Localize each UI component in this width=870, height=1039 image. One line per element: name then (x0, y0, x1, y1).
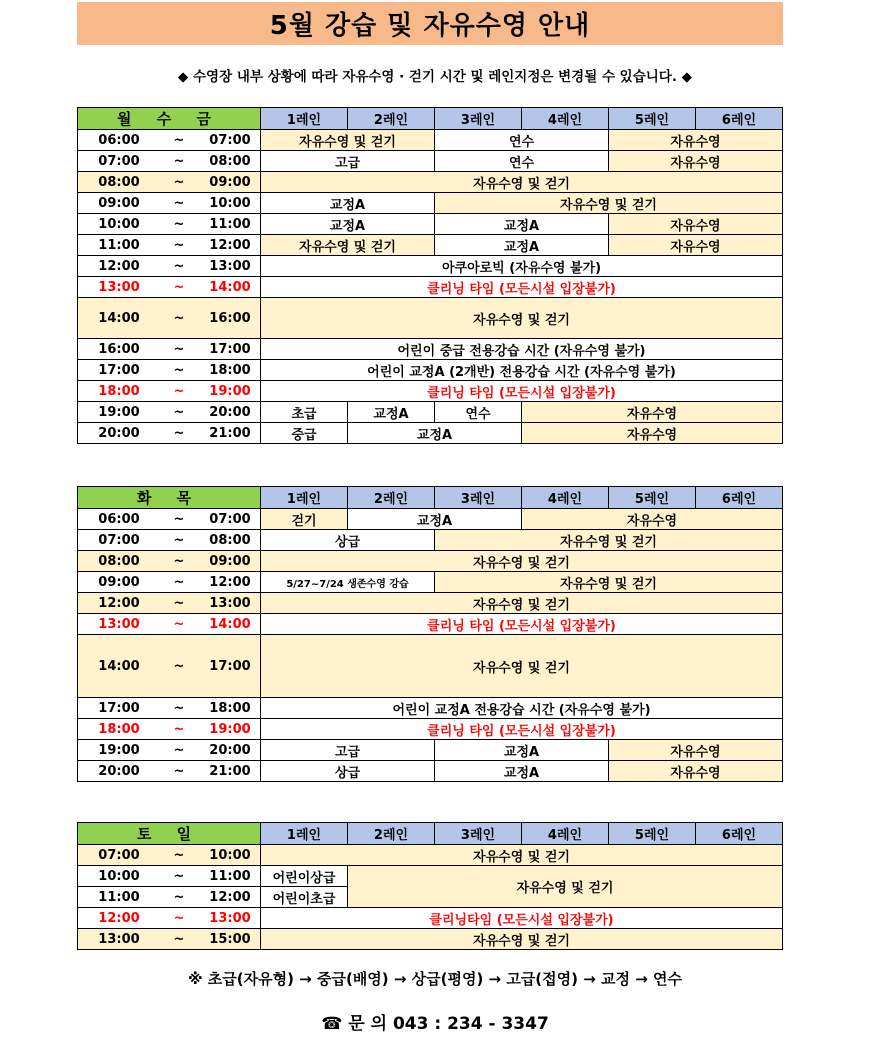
time-start: 20:00 (98, 425, 140, 441)
time-start: 12:00 (98, 258, 140, 274)
time-separator: ~ (173, 910, 185, 926)
schedule-cell: 고급 (261, 151, 435, 172)
schedule-cell: 걷기 (261, 509, 348, 530)
table-row (78, 423, 783, 444)
time-separator: ~ (173, 931, 185, 947)
schedule-cell: 연수 (435, 130, 609, 151)
time-start: 09:00 (98, 195, 140, 211)
time-separator: ~ (173, 383, 185, 399)
time-cell (78, 339, 261, 360)
time-cell (78, 235, 261, 256)
contact-label: ☎ 문 의 (321, 1014, 388, 1034)
schedule-cell: 어린이초급 (261, 887, 348, 908)
schedule-cell: 자유수영 및 걷기 (261, 845, 783, 866)
time-separator: ~ (173, 237, 185, 253)
time-end: 18:00 (209, 700, 251, 716)
time-end: 13:00 (209, 258, 251, 274)
time-cell (78, 614, 261, 635)
schedule-cell: 중급 (261, 423, 348, 444)
time-cell (78, 551, 261, 572)
time-end: 16:00 (209, 310, 251, 326)
contact-info (0, 1009, 870, 1034)
schedule-cell: 자유수영 및 걷기 (261, 551, 783, 572)
time-end: 20:00 (209, 742, 251, 758)
time-end: 19:00 (209, 383, 251, 399)
schedule-cell: 자유수영 및 걷기 (261, 235, 435, 256)
time-cell (78, 530, 261, 551)
table-row (78, 845, 783, 866)
time-separator: ~ (173, 341, 185, 357)
time-cell (78, 929, 261, 950)
schedule-cell: 자유수영 및 걷기 (435, 193, 783, 214)
time-start: 11:00 (98, 237, 140, 253)
schedule-cell: 교정A (261, 193, 435, 214)
time-start: 13:00 (98, 279, 140, 295)
notice-text: ◆ 수영장 내부 상황에 따라 자유수영 · 걷기 시간 및 레인지정은 변경될 수 있습니다. ◆ (177, 69, 693, 85)
table-row (78, 339, 783, 360)
schedule-cell: 교정A (348, 509, 522, 530)
time-start: 07:00 (98, 847, 140, 863)
time-separator: ~ (173, 553, 185, 569)
time-end: 13:00 (209, 910, 251, 926)
time-end: 19:00 (209, 721, 251, 737)
table-row (78, 530, 783, 551)
schedule-cell: 어린이 중급 전용강습 시간 (자유수영 불가) (261, 339, 783, 360)
schedule-cell: 자유수영 및 걷기 (261, 298, 783, 339)
time-start: 14:00 (98, 310, 140, 326)
schedule-cell: 자유수영 (609, 130, 783, 151)
schedule-cell: 자유수영 (522, 423, 783, 444)
time-end: 12:00 (209, 889, 251, 905)
table-row (78, 509, 783, 530)
lane-header-1: 1레인 (261, 487, 348, 509)
table-row (78, 193, 783, 214)
time-start: 18:00 (98, 721, 140, 737)
time-end: 20:00 (209, 404, 251, 420)
time-cell (78, 593, 261, 614)
time-start: 20:00 (98, 763, 140, 779)
lane-header-6: 6레인 (696, 823, 783, 845)
schedule-cell: 자유수영 (609, 235, 783, 256)
time-end: 13:00 (209, 595, 251, 611)
time-end: 17:00 (209, 341, 251, 357)
time-end: 12:00 (209, 574, 251, 590)
time-cell (78, 719, 261, 740)
time-end: 21:00 (209, 763, 251, 779)
lane-header-5: 5레인 (609, 108, 696, 130)
table-row (78, 235, 783, 256)
time-separator: ~ (173, 310, 185, 326)
time-end: 11:00 (209, 868, 251, 884)
time-separator: ~ (173, 132, 185, 148)
time-start: 10:00 (98, 868, 140, 884)
time-start: 10:00 (98, 216, 140, 232)
time-separator: ~ (173, 742, 185, 758)
schedule-cell: 자유수영 (609, 761, 783, 782)
time-start: 12:00 (98, 910, 140, 926)
time-end: 07:00 (209, 511, 251, 527)
schedule-cell: 자유수영 및 걷기 (261, 593, 783, 614)
time-end: 08:00 (209, 153, 251, 169)
lane-header-4: 4레인 (522, 108, 609, 130)
time-start: 06:00 (98, 132, 140, 148)
time-separator: ~ (173, 258, 185, 274)
schedule-cell: 교정A (435, 214, 609, 235)
time-start: 14:00 (98, 658, 140, 674)
table-row (78, 866, 783, 887)
lane-header-5: 5레인 (609, 823, 696, 845)
time-cell (78, 130, 261, 151)
time-end: 17:00 (209, 658, 251, 674)
time-end: 21:00 (209, 425, 251, 441)
schedule-cell: 자유수영 및 걷기 (261, 635, 783, 698)
lane-header-4: 4레인 (522, 487, 609, 509)
time-separator: ~ (173, 216, 185, 232)
time-cell (78, 381, 261, 402)
schedule-cell: 클리닝 타임 (모든시설 입장불가) (261, 381, 783, 402)
time-cell (78, 908, 261, 929)
time-end: 11:00 (209, 216, 251, 232)
time-separator: ~ (173, 279, 185, 295)
time-separator: ~ (173, 174, 185, 190)
lane-header-2: 2레인 (348, 108, 435, 130)
time-start: 11:00 (98, 889, 140, 905)
schedule-cell: 교정A (435, 761, 609, 782)
time-separator: ~ (173, 763, 185, 779)
time-separator: ~ (173, 721, 185, 737)
lane-header-3: 3레인 (435, 823, 522, 845)
table-row (78, 277, 783, 298)
time-cell (78, 151, 261, 172)
table-row (78, 130, 783, 151)
time-separator: ~ (173, 404, 185, 420)
time-cell (78, 698, 261, 719)
time-cell (78, 740, 261, 761)
table-row (78, 172, 783, 193)
schedule-cell: 아쿠아로빅 (자유수영 불가) (261, 256, 783, 277)
schedule-cell: 자유수영 및 걷기 (261, 172, 783, 193)
time-start: 19:00 (98, 404, 140, 420)
lane-header-2: 2레인 (348, 823, 435, 845)
time-cell (78, 360, 261, 381)
schedule-cell: 자유수영 (609, 740, 783, 761)
time-separator: ~ (173, 362, 185, 378)
time-cell (78, 193, 261, 214)
time-cell (78, 509, 261, 530)
lane-header-5: 5레인 (609, 487, 696, 509)
time-start: 13:00 (98, 616, 140, 632)
table-row (78, 761, 783, 782)
table-row (78, 719, 783, 740)
time-cell (78, 214, 261, 235)
time-separator: ~ (173, 511, 185, 527)
table-row (78, 572, 783, 593)
schedule-cell: 초급 (261, 402, 348, 423)
schedule-cell: 자유수영 (609, 214, 783, 235)
table-row (78, 214, 783, 235)
time-start: 16:00 (98, 341, 140, 357)
time-cell (78, 423, 261, 444)
schedule-cell: 교정A (348, 402, 435, 423)
time-end: 12:00 (209, 237, 251, 253)
time-start: 19:00 (98, 742, 140, 758)
schedule-cell: 어린이 교정A 전용강습 시간 (자유수영 불가) (261, 698, 783, 719)
time-start: 08:00 (98, 174, 140, 190)
schedule-table-tue-thu (77, 486, 783, 782)
time-separator: ~ (173, 889, 185, 905)
time-start: 12:00 (98, 595, 140, 611)
time-cell (78, 845, 261, 866)
time-separator: ~ (173, 700, 185, 716)
table-row (78, 402, 783, 423)
time-end: 09:00 (209, 174, 251, 190)
level-order-note: ※ 초급(자유형) → 중급(배영) → 상급(평영) → 고급(접영) → 교정 → 연수 (187, 970, 682, 988)
time-separator: ~ (173, 595, 185, 611)
schedule-cell: 연수 (435, 151, 609, 172)
time-start: 13:00 (98, 931, 140, 947)
time-cell (78, 172, 261, 193)
time-start: 08:00 (98, 553, 140, 569)
schedule-cell: 자유수영 (522, 509, 783, 530)
time-cell (78, 256, 261, 277)
time-end: 09:00 (209, 553, 251, 569)
lane-header-4: 4레인 (522, 823, 609, 845)
time-cell (78, 635, 261, 698)
time-end: 08:00 (209, 532, 251, 548)
table-row (78, 381, 783, 402)
schedule-cell: 자유수영 (522, 402, 783, 423)
time-separator: ~ (173, 847, 185, 863)
table-row (78, 256, 783, 277)
time-cell (78, 761, 261, 782)
schedule-cell: 자유수영 및 걷기 (435, 572, 783, 593)
time-end: 10:00 (209, 847, 251, 863)
schedule-cell: 상급 (261, 761, 435, 782)
schedule-cell: 어린이 교정A (2개반) 전용강습 시간 (자유수영 불가) (261, 360, 783, 381)
schedule-cell: 상급 (261, 530, 435, 551)
time-start: 17:00 (98, 362, 140, 378)
lane-header-2: 2레인 (348, 487, 435, 509)
schedule-cell: 자유수영 및 걷기 (348, 866, 783, 908)
schedule-cell: 교정A (435, 740, 609, 761)
schedule-cell: 클리닝 타임 (모든시설 입장불가) (261, 719, 783, 740)
lane-header-1: 1레인 (261, 823, 348, 845)
time-start: 07:00 (98, 532, 140, 548)
table-row (78, 298, 783, 339)
page-title: 5월 강습 및 자유수영 안내 (77, 2, 783, 45)
table-row (78, 698, 783, 719)
time-start: 17:00 (98, 700, 140, 716)
table-row (78, 614, 783, 635)
time-end: 14:00 (209, 279, 251, 295)
time-cell (78, 866, 261, 887)
table-row (78, 635, 783, 698)
schedule-cell: 자유수영 및 걷기 (435, 530, 783, 551)
schedule-cell: 자유수영 및 걷기 (261, 130, 435, 151)
table-row (78, 551, 783, 572)
schedule-cell: 클리닝타임 (모든시설 입장불가) (261, 908, 783, 929)
table-row (78, 929, 783, 950)
time-cell (78, 277, 261, 298)
time-end: 18:00 (209, 362, 251, 378)
contact-number: 043 : 234 - 3347 (392, 1014, 549, 1034)
time-cell (78, 887, 261, 908)
time-separator: ~ (173, 616, 185, 632)
time-end: 15:00 (209, 931, 251, 947)
time-end: 14:00 (209, 616, 251, 632)
schedule-cell: 교정A (261, 214, 435, 235)
time-start: 09:00 (98, 574, 140, 590)
table-row (78, 593, 783, 614)
time-start: 07:00 (98, 153, 140, 169)
schedule-cell: 클리닝 타임 (모든시설 입장불가) (261, 614, 783, 635)
time-cell (78, 572, 261, 593)
time-separator: ~ (173, 425, 185, 441)
day-header: 월 수 금 (78, 108, 261, 130)
time-separator: ~ (173, 574, 185, 590)
time-cell (78, 402, 261, 423)
day-header: 화 목 (78, 487, 261, 509)
lane-header-6: 6레인 (696, 487, 783, 509)
schedule-cell: 어린이상급 (261, 866, 348, 887)
time-end: 10:00 (209, 195, 251, 211)
time-start: 18:00 (98, 383, 140, 399)
schedule-cell: 클리닝 타임 (모든시설 입장불가) (261, 277, 783, 298)
schedule-cell: 5/27~7/24 생존수영 강습 (261, 572, 435, 593)
table-row (78, 151, 783, 172)
lane-header-6: 6레인 (696, 108, 783, 130)
time-separator: ~ (173, 658, 185, 674)
table-row (78, 360, 783, 381)
day-header: 토 일 (78, 823, 261, 845)
time-separator: ~ (173, 868, 185, 884)
time-end: 07:00 (209, 132, 251, 148)
time-separator: ~ (173, 153, 185, 169)
time-start: 06:00 (98, 511, 140, 527)
lane-header-1: 1레인 (261, 108, 348, 130)
table-row (78, 740, 783, 761)
table-row (78, 908, 783, 929)
time-separator: ~ (173, 195, 185, 211)
schedule-cell: 고급 (261, 740, 435, 761)
schedule-cell: 연수 (435, 402, 522, 423)
schedule-cell: 교정A (348, 423, 522, 444)
schedule-cell: 자유수영 (609, 151, 783, 172)
schedule-table-mon-wed-fri (77, 107, 783, 444)
schedule-table-sat-sun (77, 822, 783, 950)
schedule-cell: 자유수영 및 걷기 (261, 929, 783, 950)
time-separator: ~ (173, 532, 185, 548)
time-cell (78, 298, 261, 339)
lane-header-3: 3레인 (435, 487, 522, 509)
schedule-cell: 교정A (435, 235, 609, 256)
lane-header-3: 3레인 (435, 108, 522, 130)
